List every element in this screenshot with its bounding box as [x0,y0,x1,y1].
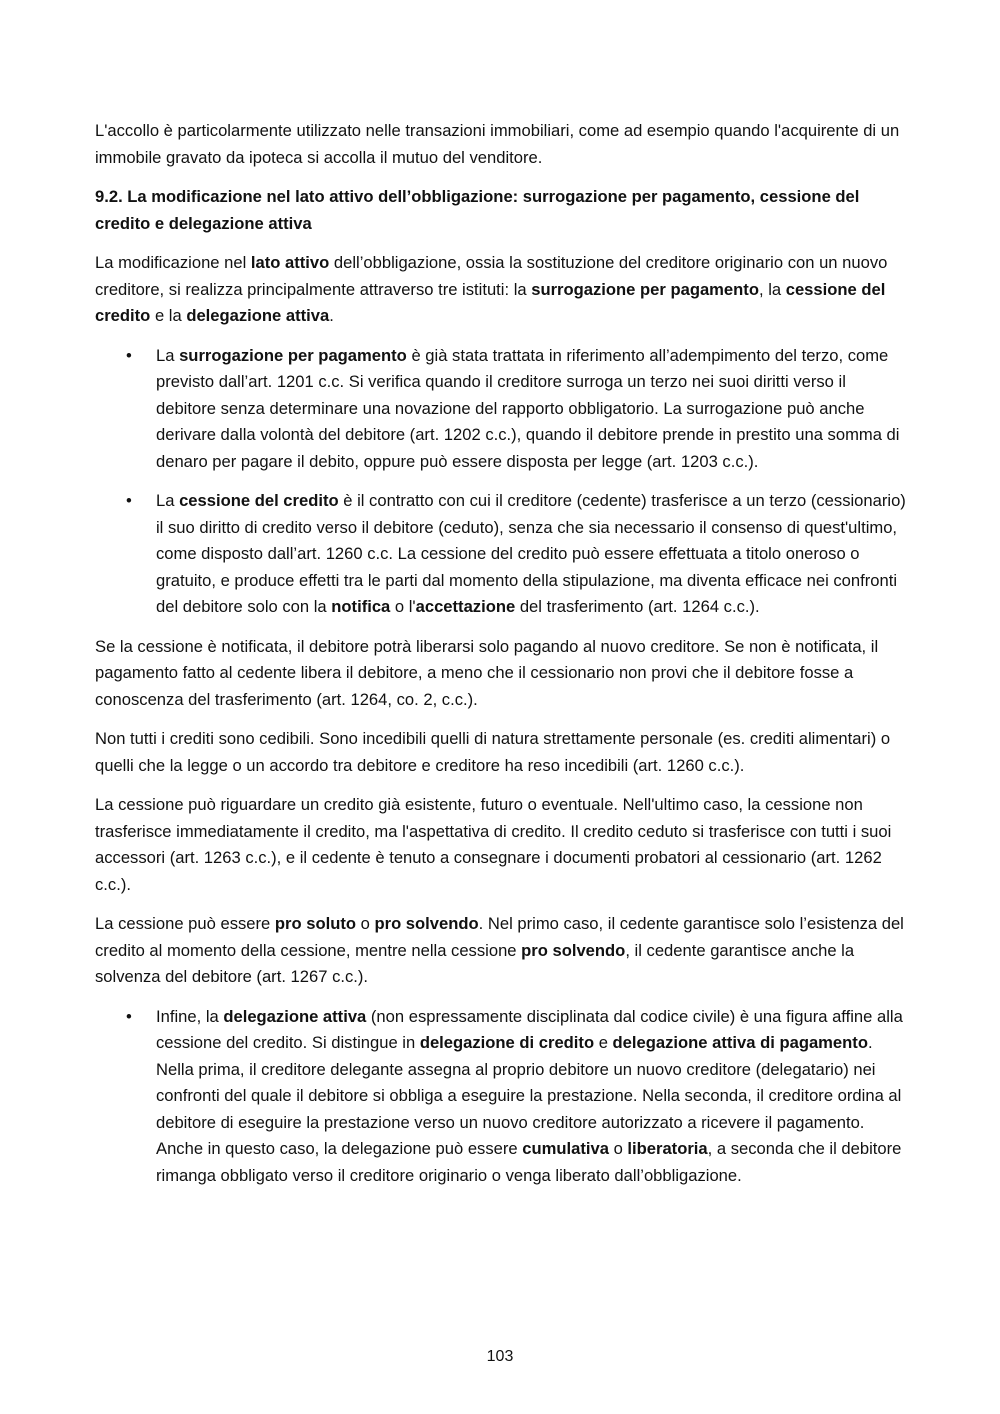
bold-term: delegazione attiva di pagamento [612,1033,868,1052]
bold-term: lato attivo [250,253,330,272]
bold-term: pro solvendo [521,940,626,960]
bold-term: notifica [331,597,391,616]
bold-term: pro soluto [274,914,357,933]
bold-term: liberatoria [627,1139,708,1158]
bold-term: surrogazione per pagamento [179,345,407,365]
intro-paragraph: L'accollo è particolarmente utilizzato nelle transazioni immobiliari, come ad esempio quando l'acquirente di un immobile gravato da ipoteca si accolla il mutuo del venditore. [95,121,900,167]
bold-term: delegazione attiva [186,306,330,325]
page-number: 103 [486,1348,514,1365]
bold-term: delegazione attiva [223,1006,367,1026]
paragraph-notifica: Se la cessione è notificata, il debitore potrà liberarsi solo pagando al nuovo creditore. Se non è notificata, il pagamento fatto al cedente libera il debitore, a meno che il cessionario non provi che il debitore fosse a conoscenza del trasferimento (art. 1264, co. 2, c.c.). [95,636,879,709]
paragraph-cedibili: Non tutti i crediti sono cedibili. Sono incedibili quelli di natura strettamente personale (es. crediti alimentari) o quelli che la legge o un accordo tra debitore e creditore ha reso incedibili (art. 1260 c.c.). [95,729,891,775]
section-heading: 9.2. La modificazione nel lato attivo dell’obbligazione: surrogazione per pagamento, cessione del credito e delegazione attiva [95,187,860,233]
bold-term: surrogazione per pagamento [531,279,759,299]
paragraph-credito-futuro: La cessione può riguardare un credito già esistente, futuro o eventuale. Nell'ultimo caso, la cessione non trasferisce immediatamente il credito, ma l'aspettativa di credito. Il credito ceduto si trasferisce con tutti i suoi accessori (art. 1263 c.c.), e il cedente è tenuto a consegnare i documenti probatori al cessionario (art. 1262 c.c.). [95,795,892,894]
bold-term: cessione del credito [179,491,339,510]
document-page [95,118,907,1202]
bullet-list-istituti [95,343,907,621]
bold-term: pro solvendo [374,914,479,933]
bold-term: cessione del credito [95,279,886,325]
bold-term: delegazione di credito [419,1033,595,1052]
bullet-list-delegazione [95,1004,907,1190]
bold-term: accettazione [415,597,516,616]
list-item-cessione: • La cessione del credito è il contratto con cui il creditore (cedente) trasferisce a un terzo (cessionario) il suo diritto di credito verso il debitore (ceduto), senza che sia necessario il consenso di quest'ultimo, come disposto dall’art. 1260 c.c. La cessione del credito può essere effettuata a titolo oneroso o gratuito, e produce effetti tra le parti dal momento della stipulazione, ma diventa efficace nei confronti del debitore solo con la notifica o l'accettazione del trasferimento (art. 1264 c.c.). [156,488,907,621]
list-item-delegazione: • Infine, la delegazione attiva (non espressamente disciplinata dal codice civile) è una figura affine alla cessione del credito. Si distingue in delegazione di credito e delegazione attiva di pagamento. Nella prima, il creditore delegante assegna al proprio debitore un nuovo creditore (delegatario) nei confronti del quale il debitore si obbliga a eseguire la prestazione. Nella seconda, il creditore ordina al debitore di eseguire la prestazione verso un nuovo creditore autorizzato a ricevere il pagamento. Anche in questo caso, la delegazione può essere cumulativa o liberatoria, a seconda che il debitore rimanga obbligato verso il creditore originario o venga liberato dall’obbligazione. [156,1004,907,1190]
paragraph-lato-attivo: La modificazione nel lato attivo dell’obbligazione, ossia la sostituzione del creditore originario con un nuovo creditore, si realizza principalmente attraverso tre istituti: la surrogazione per pagamento, la cessione del credito e la delegazione attiva. [95,253,888,325]
paragraph-pro-soluto: La cessione può essere pro soluto o pro solvendo. Nel primo caso, il cedente garantisce solo l’esistenza del credito al momento della cessione, mentre nella cessione pro solvendo, il cedente garantisce anche la solvenza del debitore (art. 1267 c.c.). [95,914,904,986]
bold-term: cumulativa [522,1139,609,1158]
list-item-surrogazione: • La surrogazione per pagamento è già stata trattata in riferimento all’adempimento del terzo, come previsto dall’art. 1201 c.c. Si verifica quando il creditore surroga un terzo nei suoi diritti verso il debitore senza determinare una novazione del rapporto obbligatorio. La surrogazione può anche derivare dalla volontà del debitore (art. 1202 c.c.), quando il debitore prende in prestito una somma di denaro per pagare il debito, oppure può essere disposta per legge (art. 1203 c.c.). [156,343,907,476]
